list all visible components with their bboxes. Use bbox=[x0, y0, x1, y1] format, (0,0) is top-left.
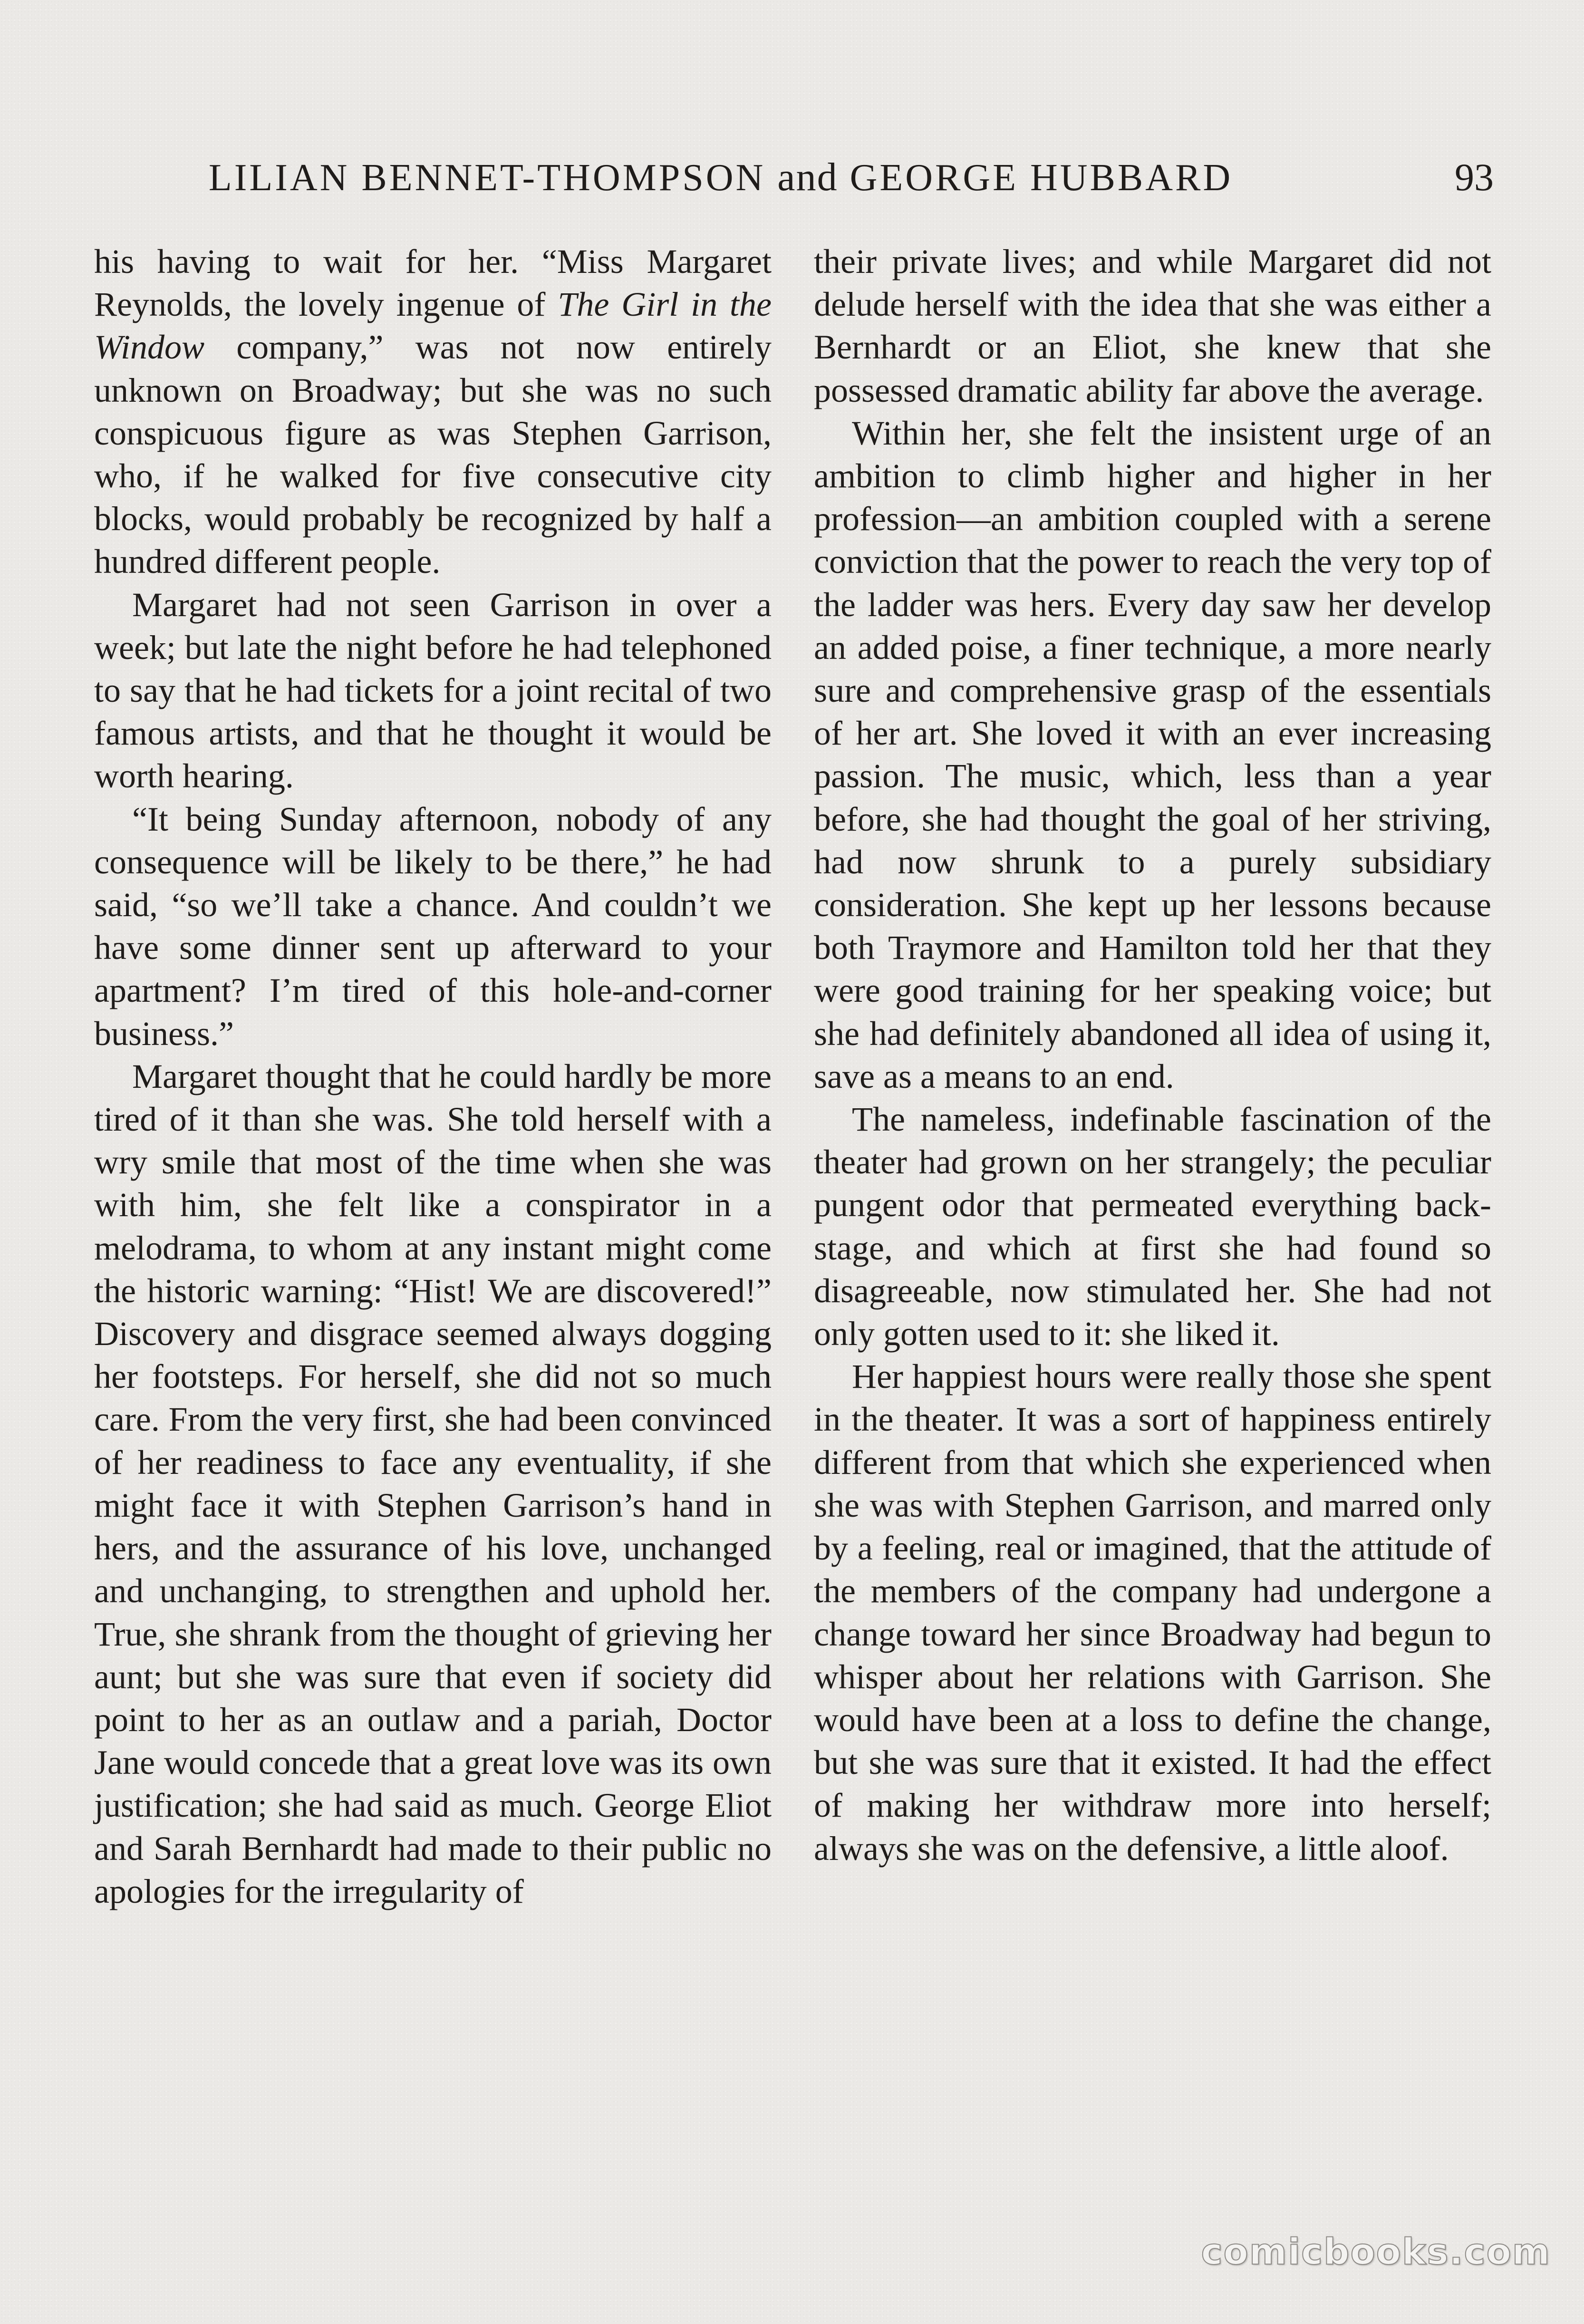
left-column bbox=[94, 240, 772, 1913]
page-number: 93 bbox=[1455, 155, 1494, 199]
right-column bbox=[814, 240, 1491, 1870]
author-name-1: LILIAN BENNET-THOMPSON bbox=[208, 157, 766, 199]
author-name-2: GEORGE HUBBARD bbox=[850, 157, 1233, 199]
italic-title: The Girl in the Window bbox=[94, 285, 772, 367]
paragraph: their private lives; and while Margaret did not delude herself with the idea that she was either a Bernhardt or an Eliot, she knew that she possessed dramatic ability far above the average. bbox=[814, 242, 1491, 409]
watermark: comicbooks.com bbox=[1201, 2230, 1551, 2273]
paragraph: The nameless, indefinable fascination of the theater had grown on her strangely; the peculiar pungent odor that permeated everything back-stage, and which at first she had found so disagreeable, now stimulated her. She had not only gotten used to it: she liked it. bbox=[814, 1100, 1491, 1353]
paragraph: Within her, she felt the insistent urge of an ambition to climb higher and higher in her profession—an ambition coupled with a serene conviction that the power to reach the very top of the ladder was hers. Every day saw her develop an added poise, a finer technique, a more nearly sure and comprehensive grasp of the essentials of her art. She loved it with an ever increasing passion. The music, which, less than a year before, she had thought the goal of her striving, had now shrunk to a purely subsidiary consideration. She kept up her lessons because both Traymore and Hamilton told her that they were good training for her speaking voice; but she had definitely abandoned all idea of using it, save as a means to an end. bbox=[814, 414, 1491, 1095]
paragraph: Her happiest hours were really those she spent in the theater. It was a sort of happiness entirely different from that which she experienced when she was with Stephen Garrison, and marred only by a feeling, real or imagined, that the attitude of the members of the company had undergone a change toward her since Broadway had begun to whisper about her relations with Garrison. She would have been at a loss to define the change, but she was sure that it existed. It had the effect of making her withdraw more into herself; always she was on the defensive, a little aloof. bbox=[814, 1357, 1491, 1868]
paragraph bbox=[94, 240, 772, 583]
paragraph: “It being Sunday afternoon, nobody of any consequence will be likely to be there,” he had said, “so we’ll take a chance. And couldn’t we have some dinner sent up afterward to your apartment? I’m tired of this hole-and-corner business.” bbox=[94, 800, 772, 1053]
paragraph-text: his having to wait for her. “Miss Margaret Reynolds, the lovely ingenue of bbox=[94, 242, 772, 324]
paragraph: Margaret thought that he could hardly be more tired of it than she was. She told herself with a wry smile that most of the time when she was with him, she felt like a conspirator in a melodrama, to whom at any instant might come the historic warning: “Hist! We are discovered!” Discovery and disgrace seemed always dogging her footsteps. For herself, she did not so much care. From the very first, she had been convinced of her readiness to face any eventuality, if she might face it with Stephen Garrison’s hand in hers, and the assurance of his love, unchanged and unchanging, to strengthen and uphold her. True, she shrank from the thought of grieving her aunt; but she was sure that even if society did point to her as an outlaw and a pariah, Doctor Jane would concede that a great love was its own justification; she had said as much. George Eliot and Sarah Bernhardt had made to their public no apologies for the irregularity of bbox=[94, 1057, 772, 1910]
title-connector: and bbox=[777, 155, 838, 199]
paragraph: Margaret had not seen Garrison in over a week; but late the night before he had telephoned to say that he had tickets for a joint recital of two famous artists, and that he thought it would be worth hearing. bbox=[94, 585, 772, 795]
running-head bbox=[93, 151, 1494, 203]
paragraph-text: company,” was not now entirely unknown on Broadway; but she was no such conspicuous figure as was Stephen Garrison, who, if he walked for five consecutive city blocks, would probably be recognized by half a hundred different people. bbox=[94, 328, 772, 581]
running-title bbox=[93, 151, 1348, 204]
